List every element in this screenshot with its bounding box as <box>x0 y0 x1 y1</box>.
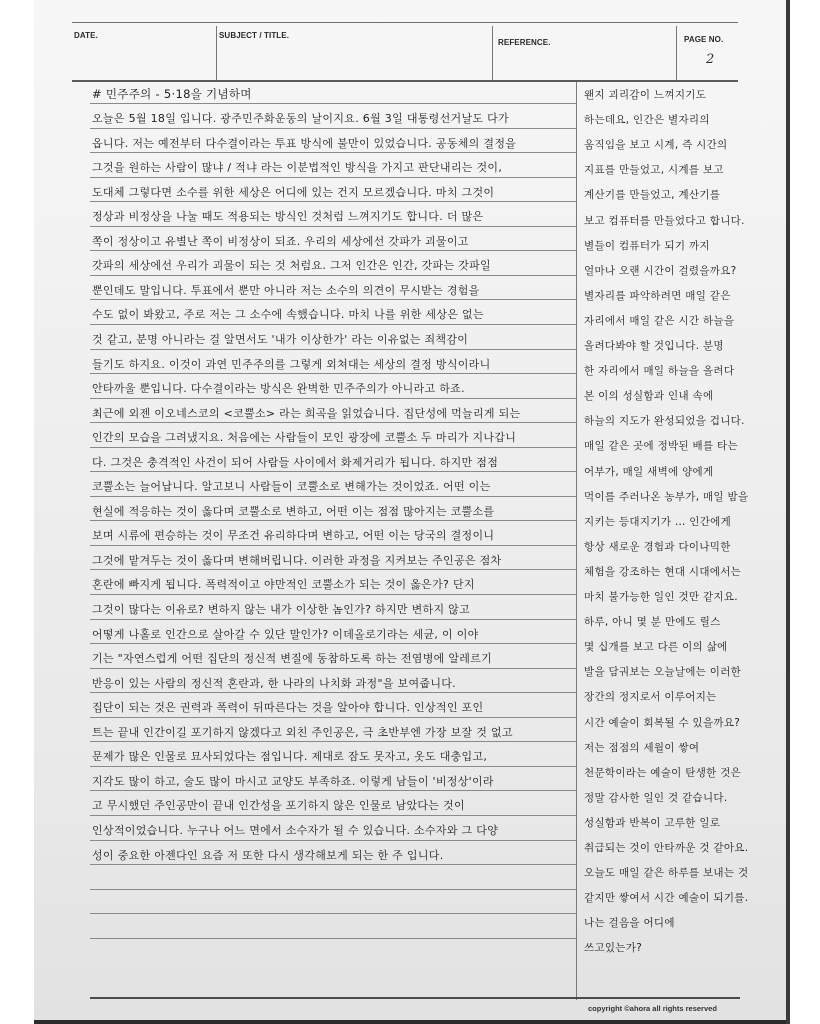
subject-field <box>217 23 493 80</box>
ruled-line <box>90 398 576 399</box>
margin-note-line: 장간의 정지로서 이루어지는 <box>584 691 717 704</box>
ruled-line <box>90 619 576 620</box>
entry-line: 그것에 맡겨두는 것이 옳다며 변해버립니다. 이러한 과정을 지켜보는 주인공은 점차 <box>92 553 502 567</box>
entry-line: 들기도 하지요. 이것이 과연 민주주의를 그렇게 외쳐대는 세상의 결정 방식이라니 <box>92 357 491 371</box>
margin-note-line: 항상 새로운 경험과 다이나믹한 <box>584 540 731 553</box>
entry-line: 코뿔소는 늘어납니다. 알고보니 사람들이 코뿔소로 변해가는 것이었죠. 어떤 이는 <box>92 480 491 494</box>
ruled-line <box>90 471 576 472</box>
ruled-line <box>90 349 576 350</box>
entry-line: 수도 없이 봐왔고, 주로 저는 그 소수에 속했습니다. 마치 나를 위한 세상은 없는 <box>92 308 484 322</box>
margin-note-line: 하는데요, 인간은 별자리의 <box>584 114 710 127</box>
header-divider <box>492 26 493 80</box>
header-divider <box>676 26 677 80</box>
entry-line: 성이 중요한 아젠다인 요즘 저 또한 다시 생각해보게 되는 한 주 입니다. <box>92 848 444 862</box>
page-edge <box>786 0 790 1024</box>
ruled-line <box>90 864 576 865</box>
entry-line: 최근에 외젠 이오네스코의 <코뿔소> 라는 희곡을 읽었습니다. 집단성에 먹늘리게 되는 <box>92 406 521 420</box>
margin-note-line: 자리에서 매일 같은 시간 하늘을 <box>584 314 735 327</box>
ruled-line <box>90 201 576 202</box>
ruled-line <box>90 815 576 816</box>
ruled-line <box>90 520 576 521</box>
margin-note-line: 한 자리에서 매일 하늘을 올려다 <box>584 365 735 378</box>
margin-note-line: 쓰고있는가? <box>584 942 643 955</box>
margin-note-line: 하늘의 지도가 완성되었을 겁니다. <box>584 415 745 428</box>
ruled-line <box>90 545 576 546</box>
entry-line: 것 같고, 분명 아니라는 걸 알면서도 '내가 이상한가' 라는 이유없는 죄책감이 <box>92 332 469 346</box>
date-label: DATE. <box>74 31 98 40</box>
date-field <box>72 23 216 80</box>
ruled-line <box>90 668 576 669</box>
ruled-line <box>90 840 576 841</box>
entry-line: 그것을 원하는 사람이 많냐 / 적냐 라는 이분법적인 방식을 가지고 판단내리는 것이, <box>92 161 503 175</box>
ruled-line <box>90 594 576 595</box>
ruled-line <box>90 128 576 129</box>
entry-line: 혼란에 빠지게 됩니다. 폭력적이고 야만적인 코뿔소가 되는 것이 옳은가? 단지 <box>92 578 475 592</box>
margin-note-line: 먹이를 주러나온 농부가, 매일 밤을 <box>584 490 749 503</box>
margin-note-line: 매일 같은 곳에 정박된 배를 타는 <box>584 440 738 453</box>
margin-note-line: 별들이 컴퓨터가 되기 까지 <box>584 239 710 252</box>
margin-note-line: 취급되는 것이 안타까운 것 같아요. <box>584 842 749 854</box>
page-no-label: PAGE NO. <box>684 35 724 44</box>
column-divider <box>576 82 577 1000</box>
margin-note-line: 본 이의 성실함과 인내 속에 <box>584 390 714 403</box>
background-margin-left <box>0 0 34 1024</box>
entry-line: 갓파의 세상에선 우리가 괴물이 되는 것 처럼요. 그저 인간은 인간, 갓파는 갓파일 <box>92 259 491 273</box>
ruled-line <box>90 422 576 423</box>
margin-note-line: 나는 걸음을 어디에 <box>584 917 675 930</box>
entry-line: 어떻게 나홀로 인간으로 살아갈 수 있단 말인가? 이데올로기라는 세균, 이 이야 <box>92 627 479 641</box>
header-bottom-rule <box>72 80 738 82</box>
entry-line: 고 무시했던 주인공만이 끝내 인간성을 포기하지 않은 인물로 남았다는 것이 <box>92 799 465 813</box>
margin-note-line: 몇 십개를 보고 다른 이의 삶에 <box>584 641 728 654</box>
margin-note-line: 시간 예술이 회복될 수 있을까요? <box>584 716 741 729</box>
entry-line: 옵니다. 저는 예전부터 다수결이라는 투표 방식에 불만이 있었습니다. 공동체의 결정을 <box>92 136 517 150</box>
margin-note-line: 보고 컴퓨터를 만들었다고 합니다. <box>584 214 745 227</box>
reference-label: REFERENCE. <box>498 38 551 47</box>
ruled-line <box>90 790 576 791</box>
page-bottom-edge <box>34 1020 786 1024</box>
margin-note-line: 올려다봐야 할 것입니다. 분명 <box>584 340 724 352</box>
entry-line: 인간의 모습을 그려냈지요. 처음에는 사람들이 모인 광장에 코뿔소 두 마리가 지나갑니 <box>92 431 517 445</box>
entry-line: 다. 그것은 충격적인 사건이 되어 사람들 사이에서 화제거리가 됩니다. 하지만 점점 <box>92 455 499 469</box>
background-margin-right <box>790 0 820 1024</box>
ruled-line <box>90 938 576 939</box>
margin-note-line: 왠지 괴리감이 느껴지기도 <box>584 89 707 101</box>
ruled-line <box>90 275 576 276</box>
ruled-line <box>90 299 576 300</box>
entry-line: 도대체 그렇다면 소수를 위한 세상은 어디에 있는 건지 모르겠습니다. 마치 그것이 <box>92 185 495 199</box>
margin-note-line: 발을 담궈보는 오늘날에는 이러한 <box>584 666 742 679</box>
ruled-line <box>90 152 576 153</box>
entry-line: 오늘은 5월 18일 입니다. 광주민주화운동의 날이지요. 6월 3일 대통령선거날도 다가 <box>92 112 509 125</box>
margin-note-line: 움직임을 보고 시계, 즉 시간의 <box>584 139 728 152</box>
ruled-line <box>90 569 576 570</box>
margin-note-line: 저는 점점의 세월이 쌓여 <box>584 741 700 754</box>
entry-line: 지각도 많이 하고, 술도 많이 마시고 교양도 부족하죠. 이렇게 남들이 '비정상'이라 <box>92 774 494 788</box>
entry-line: 반응이 있는 사람의 정신적 혼란과, 한 나라의 나치화 과정"을 보여줍니다. <box>92 676 456 690</box>
entry-line: 트는 끝내 인간이길 포기하지 않겠다고 외친 주인공은, 극 초반부엔 가장 보잘 것 없고 <box>92 725 513 739</box>
reference-field <box>496 23 676 80</box>
margin-note-line: 오늘도 매일 같은 하루를 보내는 것 <box>584 867 749 880</box>
page-no-value: 2 <box>706 52 715 67</box>
ruled-line <box>90 643 576 644</box>
margin-note-line: 마치 불가능한 일인 것만 같지요. <box>584 591 738 603</box>
margin-note-line: 체험을 강조하는 현대 시대에서는 <box>584 565 742 578</box>
margin-note-line: 계산기를 만들었고, 계산기를 <box>584 189 721 202</box>
ruled-line <box>90 373 576 374</box>
margin-note-line: 천문학이라는 예술이 탄생한 것은 <box>584 766 742 779</box>
ruled-line <box>90 741 576 742</box>
entry-line: 보며 시류에 편승하는 것이 무조건 유리하다며 변하고, 어떤 이는 당국의 결정이니 <box>92 529 495 543</box>
entry-line: 기는 "자연스럽게 어떤 집단의 정신적 변질에 동참하도록 하는 전염병에 알레르기 <box>92 652 493 666</box>
margin-note-line: 성실함과 반복이 고루한 일로 <box>584 816 721 829</box>
copyright-notice: copyright ©ahora all rights reserved <box>588 1004 717 1013</box>
footer-rule <box>90 997 740 999</box>
ruled-line <box>90 250 576 251</box>
ruled-line <box>90 226 576 227</box>
subject-label: SUBJECT / TITLE. <box>219 31 290 40</box>
ruled-line <box>90 447 576 448</box>
ruled-line <box>90 103 576 104</box>
entry-line: 문제가 많은 인물로 묘사되었다는 점입니다. 제대로 잠도 못자고, 옷도 대충입고, <box>92 750 488 764</box>
entry-title: # 민주주의 - 5·18을 기념하며 <box>92 87 252 101</box>
margin-note-line: 지표를 만들었고, 시계를 보고 <box>584 164 724 177</box>
margin-note-line: 하루, 아니 몇 분 만에도 릴스 <box>584 616 721 629</box>
entry-line: 안타까울 뿐입니다. 다수결이라는 방식은 완벽한 민주주의가 아니라고 하죠. <box>92 382 465 396</box>
entry-line: 집단이 되는 것은 권력과 폭력이 뒤따른다는 것을 알아야 합니다. 인상적인 포인 <box>92 701 484 715</box>
ruled-line <box>90 177 576 178</box>
entry-line: 뿐인데도 말입니다. 투표에서 뿐만 아니라 저는 소수의 의견이 무시받는 경험을 <box>92 283 480 297</box>
ruled-line <box>90 496 576 497</box>
margin-note-line: 어부가, 매일 새벽에 양에게 <box>584 465 714 478</box>
entry-line: 그것이 많다는 이유로? 변하지 않는 내가 이상한 놈인가? 하지만 변하지 않고 <box>92 603 471 616</box>
margin-note-line: 얼마나 오랜 시간이 걸렸을까요? <box>584 264 737 277</box>
entry-line: 현실에 적응하는 것이 옳다며 코뿔소로 변하고, 어떤 이는 점점 많아지는 코뿔소를 <box>92 504 495 518</box>
entry-line: 쪽이 정상이고 유별난 쪽이 비정상이 되죠. 우리의 세상에선 갓파가 괴물이고 <box>92 234 469 248</box>
entry-line: 인상적이었습니다. 누구나 어느 면에서 소수자가 될 수 있습니다. 소수자와 그 다양 <box>92 823 499 837</box>
margin-note-line: 별자리를 파악하려면 매일 같은 <box>584 289 731 302</box>
margin-note-line: 지키는 등대지기가 … 인간에게 <box>584 515 732 528</box>
entry-line: 정상과 비정상을 나눌 때도 적용되는 방식인 것처럼 느껴지기도 합니다. 더 많은 <box>92 210 484 224</box>
ruled-line <box>90 717 576 718</box>
margin-note-line: 같지만 쌓여서 시간 예술이 되기를. <box>584 892 749 905</box>
ruled-line <box>90 913 576 914</box>
margin-note-line: 정말 감사한 일인 것 같습니다. <box>584 791 728 804</box>
ruled-line <box>90 324 576 325</box>
ruled-line <box>90 766 576 767</box>
ruled-line <box>90 889 576 890</box>
ruled-line <box>90 692 576 693</box>
